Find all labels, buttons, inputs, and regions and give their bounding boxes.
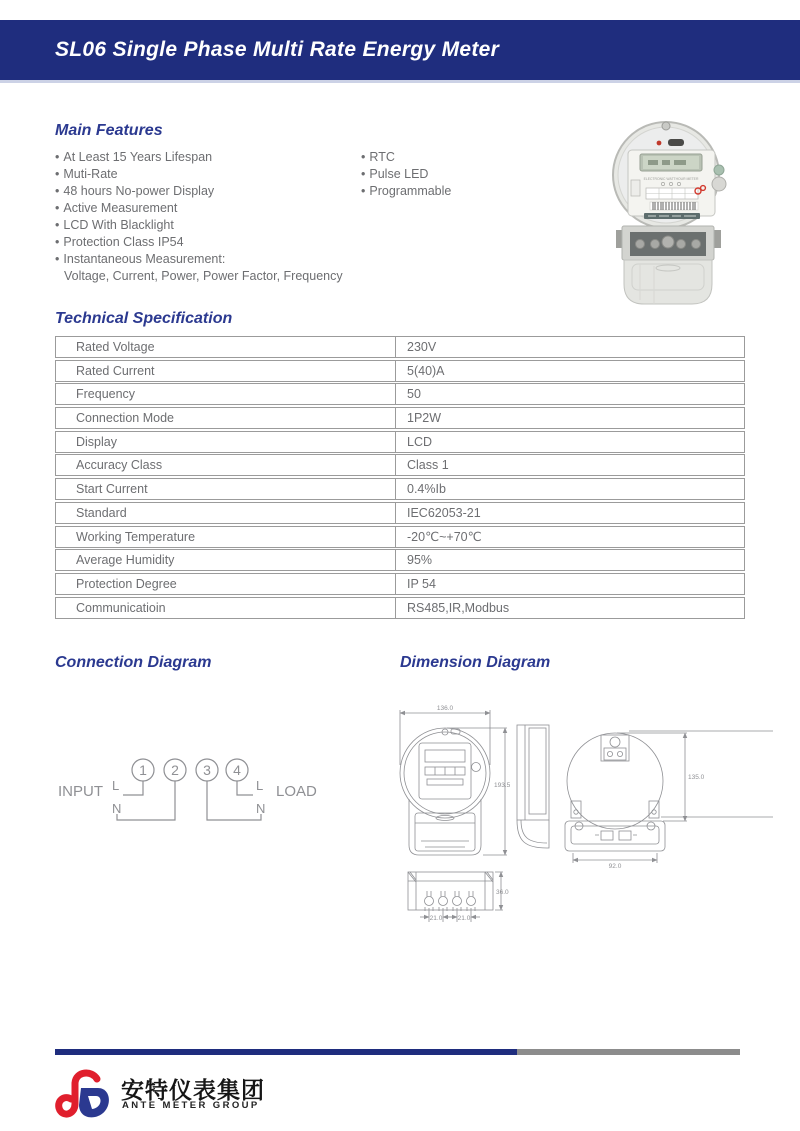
spec-label: Rated Voltage xyxy=(56,337,396,357)
spec-value: 0.4%Ib xyxy=(407,482,446,497)
front-width-dimension xyxy=(400,710,490,765)
terminal-number: 3 xyxy=(203,762,211,778)
dim-base-depth: 36.0 xyxy=(496,889,509,896)
feature-item: • Programmable xyxy=(361,183,451,200)
company-logo xyxy=(50,1066,120,1122)
table-row xyxy=(55,502,745,524)
terminal-screw xyxy=(692,240,701,249)
brand-name-chinese: 安特仪表集团 xyxy=(121,1077,265,1103)
push-button xyxy=(712,177,726,191)
neutral-in-label: N xyxy=(112,801,122,816)
table-row xyxy=(55,431,745,453)
wire-input-line xyxy=(123,781,143,795)
neutral-out-label: N xyxy=(256,801,266,816)
feature-item: • RTC xyxy=(361,149,451,166)
technical-specification-heading: Technical Specification xyxy=(55,310,233,327)
dim-pitch-left: 21.0 xyxy=(429,915,443,922)
base-width-dimension xyxy=(573,853,657,863)
back-view xyxy=(565,731,773,851)
footer-rule-blue xyxy=(55,1049,517,1055)
feature-item: • At Least 15 Years Lifespan xyxy=(55,149,343,166)
spec-label: Start Current xyxy=(56,479,396,499)
table-row xyxy=(55,549,745,571)
spec-value: IEC62053-21 xyxy=(407,505,481,520)
spec-label: Frequency xyxy=(56,384,396,404)
table-row xyxy=(55,597,745,619)
feature-item: • Pulse LED xyxy=(361,166,451,183)
table-row xyxy=(55,478,745,500)
terminal-number: 2 xyxy=(171,762,179,778)
wire-input-neutral xyxy=(117,781,175,820)
spec-value: -20℃~+70℃ xyxy=(407,530,482,544)
table-row xyxy=(55,383,745,405)
ir-window xyxy=(668,139,684,146)
terminal-number: 1 xyxy=(139,762,147,778)
pulse-led xyxy=(657,141,662,146)
table-row xyxy=(55,526,745,548)
spec-value: LCD xyxy=(407,434,433,449)
top-screw xyxy=(662,122,670,130)
spec-table xyxy=(55,336,745,620)
seal-dot xyxy=(714,165,724,175)
terminal-screw xyxy=(636,240,645,249)
spec-label: Connection Mode xyxy=(56,408,396,428)
spec-label: Standard xyxy=(56,503,396,523)
faceplate-title-text: ELECTRONIC WATTHOUR METER xyxy=(643,177,699,181)
header-bar xyxy=(0,20,800,83)
barcode xyxy=(650,202,698,210)
spec-label: Average Humidity xyxy=(56,550,396,570)
wire-load-line xyxy=(237,781,253,795)
feature-item: • Active Measurement xyxy=(55,200,343,217)
features-right-column xyxy=(361,149,451,200)
feature-item: • Muti-Rate xyxy=(55,166,343,183)
page-title: SL06 Single Phase Multi Rate Energy Meter xyxy=(55,38,500,61)
product-photo-energy-meter xyxy=(600,118,750,310)
terminal-screw xyxy=(662,236,674,248)
table-row xyxy=(55,573,745,595)
spec-label: Accuracy Class xyxy=(56,455,396,475)
spec-value: 50 xyxy=(407,387,421,402)
spec-value: 5(40)A xyxy=(407,363,445,378)
table-row xyxy=(55,454,745,476)
connection-diagram-heading: Connection Diagram xyxy=(55,654,212,671)
table-row xyxy=(55,360,745,382)
dim-back-height: 135.0 xyxy=(688,774,705,781)
brand-name-english: ANTE METER GROUP xyxy=(122,1100,260,1111)
dim-pitch-right: 21.0 xyxy=(457,915,471,922)
terminal-number: 4 xyxy=(233,762,241,778)
terminal-cover xyxy=(624,260,712,304)
table-row xyxy=(55,407,745,429)
spec-label: Working Temperature xyxy=(56,527,396,547)
table-row xyxy=(55,336,745,358)
dim-front-height: 193.5 xyxy=(494,782,511,789)
spec-label: Display xyxy=(56,432,396,452)
feature-item: • LCD With Blacklight xyxy=(55,217,343,234)
spec-value: 230V xyxy=(407,340,437,354)
terminal-screw xyxy=(651,240,660,249)
front-view xyxy=(400,728,490,855)
footer-rule-gray xyxy=(517,1049,740,1055)
features-left-column xyxy=(55,149,343,285)
bottom-view xyxy=(408,872,493,911)
spec-value: 1P2W xyxy=(407,411,442,426)
feature-item: • Instantaneous Measurement: xyxy=(55,251,343,268)
feature-item: • 48 hours No-power Display xyxy=(55,183,343,200)
spec-value: Class 1 xyxy=(407,458,449,473)
back-height-dimension xyxy=(617,733,687,821)
spec-label: Communicatioin xyxy=(56,598,396,618)
main-features-heading: Main Features xyxy=(55,122,163,139)
dim-base-width: 92.0 xyxy=(608,863,622,870)
dim-front-width: 136.0 xyxy=(436,705,454,712)
terminal-screw xyxy=(677,240,686,249)
connection-diagram xyxy=(50,738,320,846)
wire-load-neutral xyxy=(207,781,261,820)
dimension-diagram xyxy=(395,695,775,940)
dimension-diagram-heading: Dimension Diagram xyxy=(400,654,551,671)
spec-value: IP 54 xyxy=(407,576,436,591)
side-view xyxy=(517,725,549,848)
spec-label: Rated Current xyxy=(56,361,396,381)
spec-value: RS485,IR,Modbus xyxy=(407,600,510,615)
line-in-label: L xyxy=(112,778,120,793)
feature-item: • Protection Class IP54 xyxy=(55,234,343,251)
spec-label: Protection Degree xyxy=(56,574,396,594)
input-label: INPUT xyxy=(58,783,103,800)
load-label: LOAD xyxy=(276,783,317,800)
feature-item-continuation: Voltage, Current, Power, Power Factor, Frequency xyxy=(64,269,343,283)
line-out-label: L xyxy=(256,778,264,793)
battery-symbol xyxy=(631,180,640,196)
spec-value: 95% xyxy=(407,553,433,568)
